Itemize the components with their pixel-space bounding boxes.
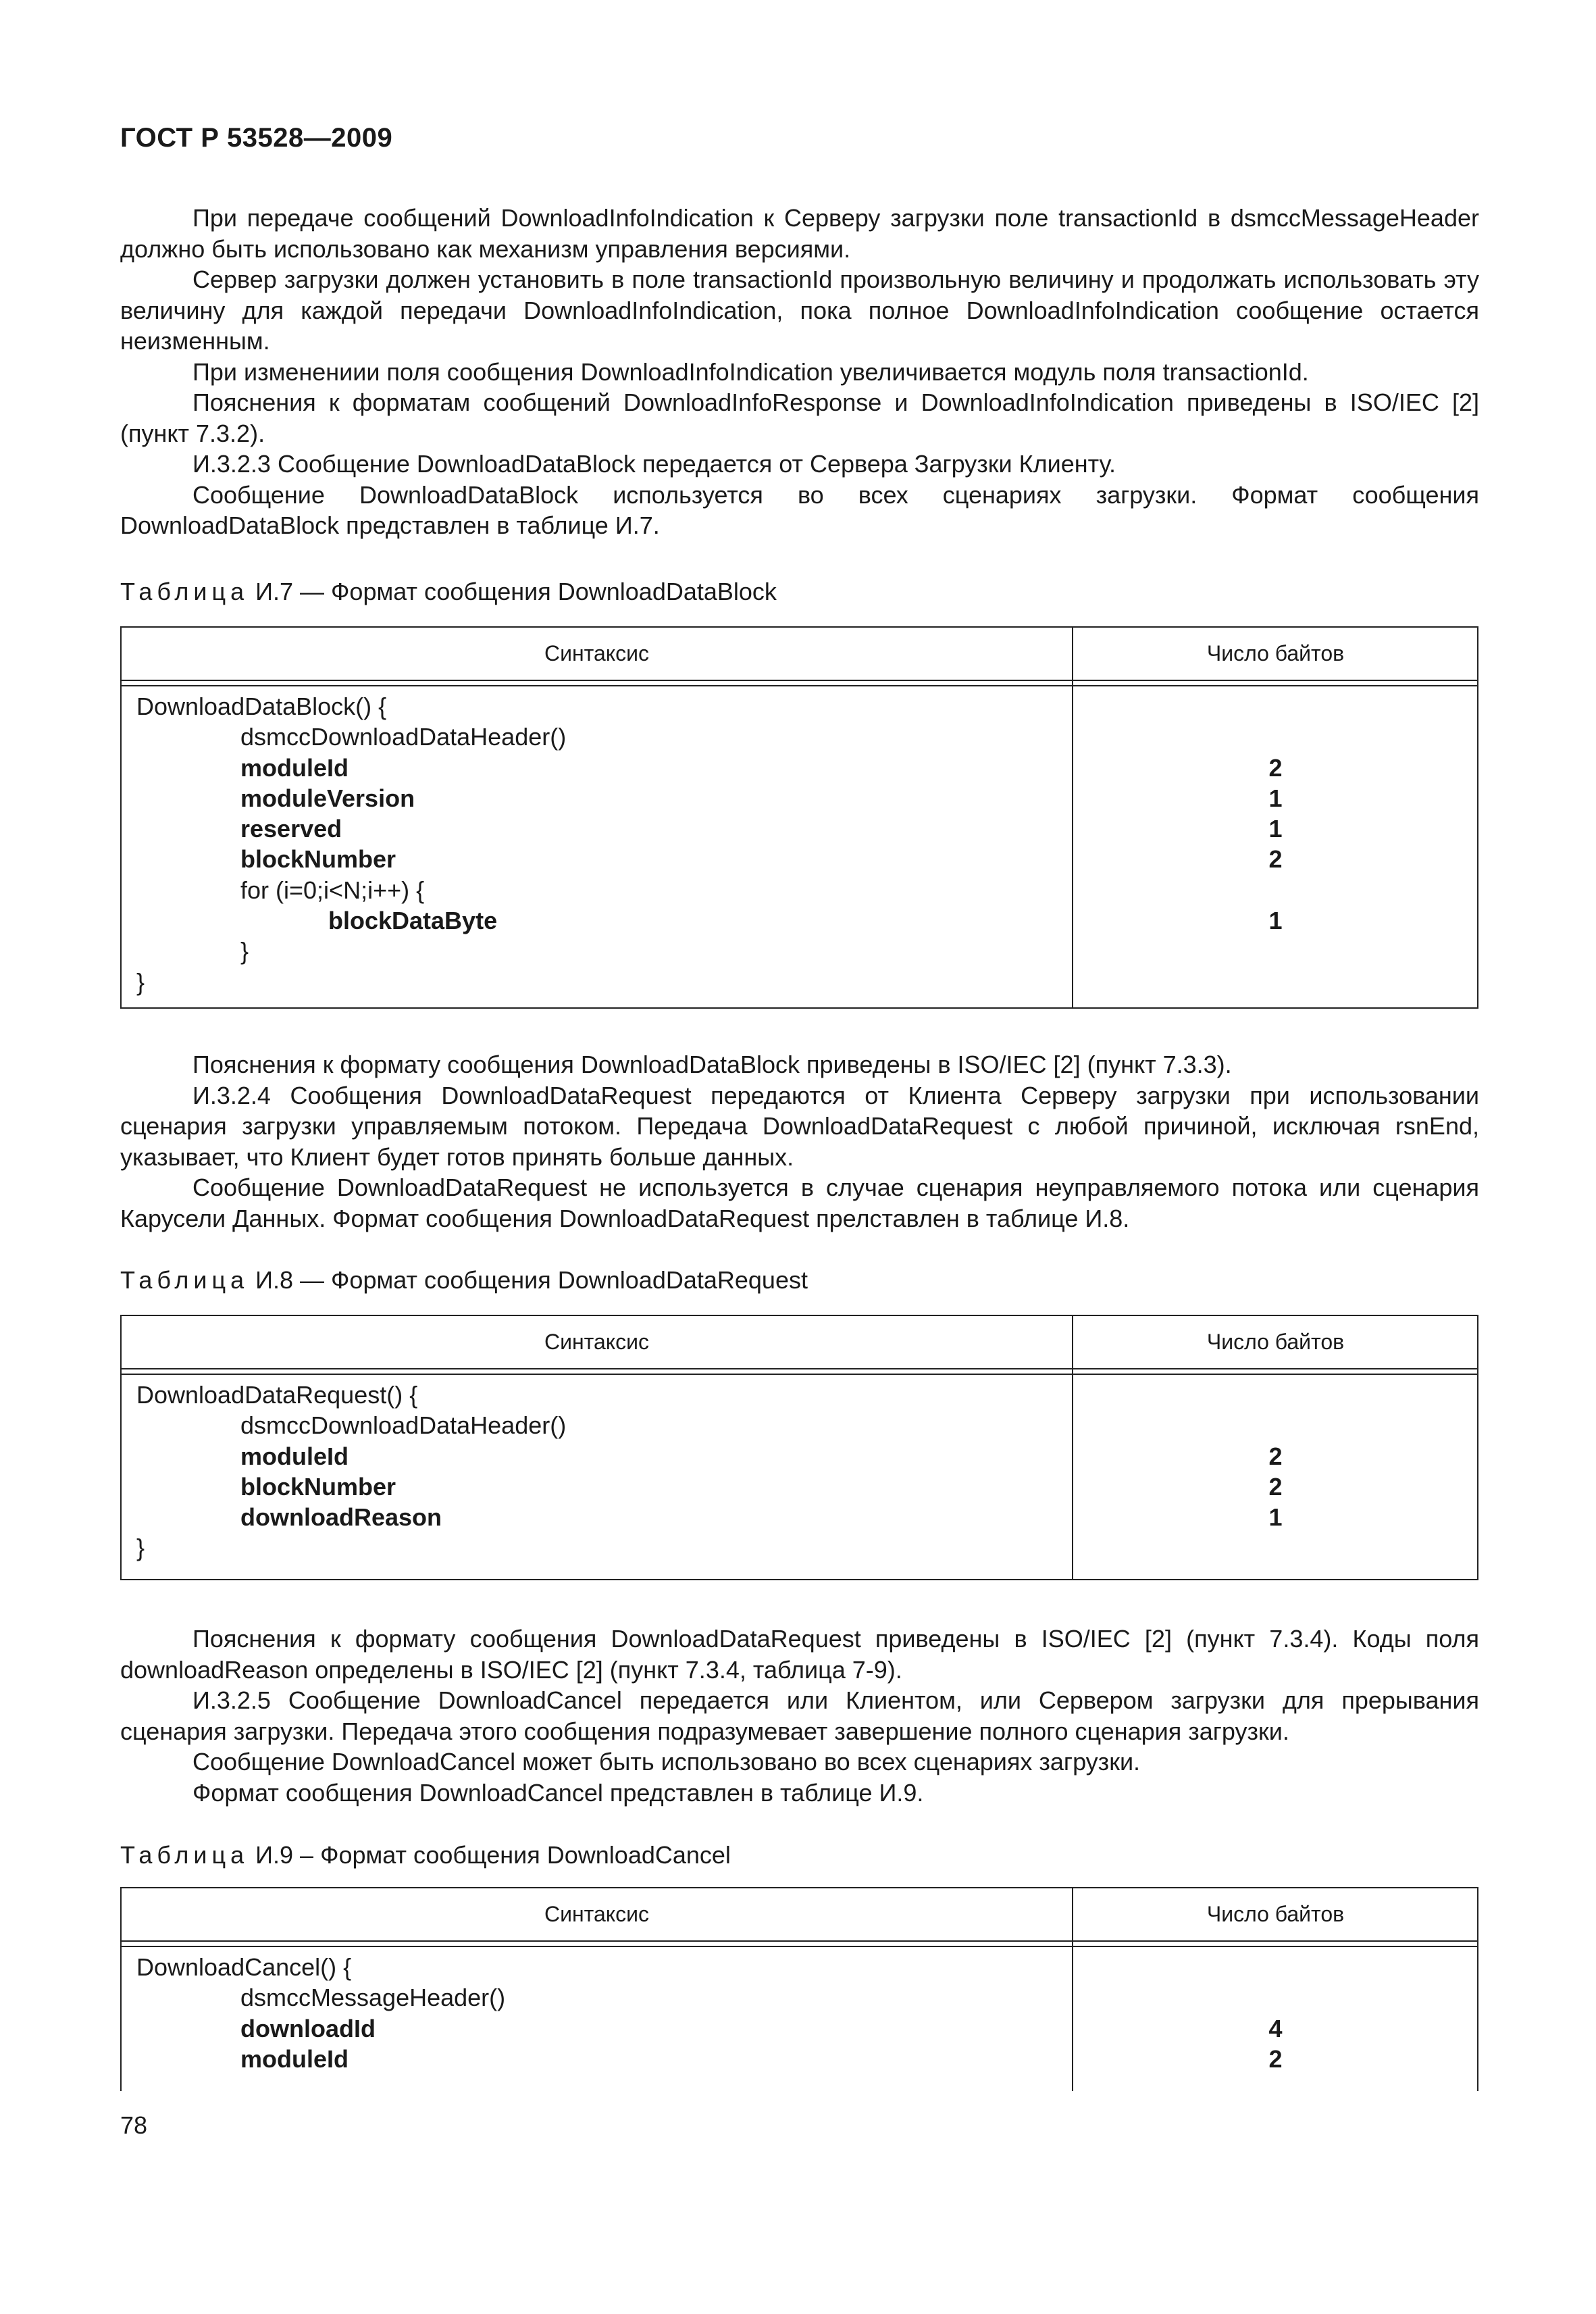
syntax-cell: blockNumber [240,845,396,874]
paragraph: Пояснения к формату сообщения DownloadDataRequest приведены в ISO/IEC [2] (пункт 7.3.4). Коды поля downloadReason определены в ISO/IEC [2] (пункт 7.3.4, таблица 7-9). [120,1625,1479,1684]
paragraph: Сообщение DownloadDataRequest не используется в случае сценария неуправляемого потока или сценария Карусели Данных. Формат сообщения DownloadDataRequest прелставлен в таблице И.8. [120,1174,1479,1232]
bytes-cell: 2 [1268,1442,1283,1470]
caption-text: И.8 — Формат сообщения DownloadDataRequest [249,1266,808,1294]
syntax-cell: } [136,1534,145,1562]
caption-label: Таблица [120,1841,249,1869]
syntax-cell: DownloadDataRequest() { [136,1381,418,1409]
table-row [122,1441,1477,1472]
table-caption-9 [120,1840,731,1870]
table-9 [120,1887,1478,2091]
syntax-cell: moduleId [240,753,349,782]
table-row [122,2013,1477,2044]
bytes-cell: 2 [1268,2044,1283,2073]
table-row [122,875,1477,905]
paragraph: И.3.2.5 Сообщение DownloadCancel передается или Клиентом, или Сервером загрузки для прерывания сценария загрузки. Передача этого сообщения подразумевает завершение полного сценария загрузки. [120,1686,1479,1745]
table-row [122,905,1477,936]
syntax-cell: blockDataByte [328,907,498,935]
table-caption-7 [120,576,777,607]
caption-label: Таблица [120,1266,249,1294]
table-row [122,1472,1477,1502]
table-8 [120,1315,1478,1580]
table-body [122,1942,1477,2074]
bytes-cell: 1 [1268,1503,1283,1532]
syntax-cell: reserved [240,815,342,843]
paragraph: И.3.2.3 Сообщение DownloadDataBlock передается от Сервера Загрузки Клиенту. [192,450,1116,478]
table-row [122,1502,1477,1532]
table-row [122,1380,1477,1410]
syntax-cell: moduleVersion [240,784,415,812]
syntax-cell: } [136,967,145,996]
syntax-cell: DownloadDataBlock() { [136,693,387,720]
table-row [122,967,1477,997]
paragraph: При изменениии поля сообщения DownloadInfoIndication увеличивается модуль поля transactionId. [192,357,1309,386]
table-body [122,1369,1477,1563]
table-row [122,783,1477,813]
page-number: 78 [120,2111,148,2139]
syntax-cell: DownloadCancel() { [136,1953,352,1981]
table-header [122,1888,1477,1942]
text-block-3 [120,1624,1479,1808]
paragraph: И.3.2.4 Сообщения DownloadDataRequest передаются от Клиента Серверу загрузки при использовании сценария загрузки управляемым потоком. Передача DownloadDataRequest с любой причиной, исключая rsnEnd, указывает, что Клиент будет готов принять больше данных. [120,1081,1479,1171]
table-body [122,681,1477,997]
table-row [122,936,1477,966]
table-row [122,813,1477,844]
bytes-cell: 1 [1268,907,1283,935]
header-bytes: Число байтов [1206,641,1345,665]
table-row [122,2044,1477,2074]
paragraph: Пояснения к форматам сообщений DownloadInfoResponse и DownloadInfoIndication приведены в ISO/IEC [2] (пункт 7.3.2). [120,388,1479,447]
header-bytes: Число байтов [1206,1902,1345,1926]
table-row [122,1982,1477,2013]
table-row [122,753,1477,783]
header-syntax: Синтаксис [544,1902,649,1926]
caption-text: И.7 — Формат сообщения DownloadDataBlock [249,578,777,605]
paragraph: Сообщение DownloadCancel может быть использовано во всех сценариях загрузки. [192,1748,1141,1776]
syntax-cell: blockNumber [240,1472,396,1501]
table-row [122,844,1477,874]
paragraph: Сообщение DownloadDataBlock используется во всех сценариях загрузки. Формат сообщения DownloadDataBlock представлен в таблице И.7. [120,480,1479,539]
table-caption-8 [120,1265,808,1295]
paragraph: Пояснения к формату сообщения DownloadDataBlock приведены в ISO/IEC [2] (пункт 7.3.3). [192,1051,1232,1078]
caption-text: И.9 – Формат сообщения DownloadCancel [249,1841,731,1869]
table-row [122,722,1477,752]
syntax-cell: dsmccMessageHeader() [240,1984,506,2012]
bytes-cell: 4 [1268,2014,1283,2042]
table-row [122,691,1477,722]
syntax-cell: downloadId [240,2014,376,2042]
header-syntax: Синтаксис [544,1330,649,1354]
table-header [122,1316,1477,1369]
table-7 [120,626,1478,1009]
table-row [122,1410,1477,1440]
page-header: ГОСТ Р 53528—2009 [120,123,393,153]
table-row [122,1952,1477,1982]
text-block-2 [120,1049,1479,1234]
bytes-cell: 2 [1268,1472,1283,1501]
paragraph: Формат сообщения DownloadCancel представлен в таблице И.9. [192,1778,924,1807]
text-block-1 [120,203,1479,541]
caption-label: Таблица [120,578,249,605]
syntax-cell: for (i=0;i<N;i++) { [240,876,425,904]
bytes-cell: 2 [1268,845,1283,874]
bytes-cell: 2 [1268,753,1283,782]
syntax-cell: moduleId [240,1442,349,1470]
paragraph: Сервер загрузки должен установить в поле transactionId произвольную величину и продолжать использовать эту величину для каждой передачи DownloadInfoIndication, пока полное DownloadInfoIndication сообщение остается неизменным. [120,266,1479,355]
syntax-cell: } [240,937,249,965]
header-syntax: Синтаксис [544,641,649,665]
syntax-cell: downloadReason [240,1503,442,1532]
table-row [122,1532,1477,1563]
syntax-cell: moduleId [240,2044,349,2073]
syntax-cell: dsmccDownloadDataHeader() [240,723,567,751]
bytes-cell: 1 [1268,815,1283,843]
header-bytes: Число байтов [1206,1330,1345,1354]
syntax-cell: dsmccDownloadDataHeader() [240,1411,567,1440]
table-header [122,628,1477,681]
bytes-cell: 1 [1268,784,1283,812]
paragraph: При передаче сообщений DownloadInfoIndication к Серверу загрузки поле transactionId в dsmccMessageHeader должно быть использовано как механизм управления версиями. [120,204,1479,263]
